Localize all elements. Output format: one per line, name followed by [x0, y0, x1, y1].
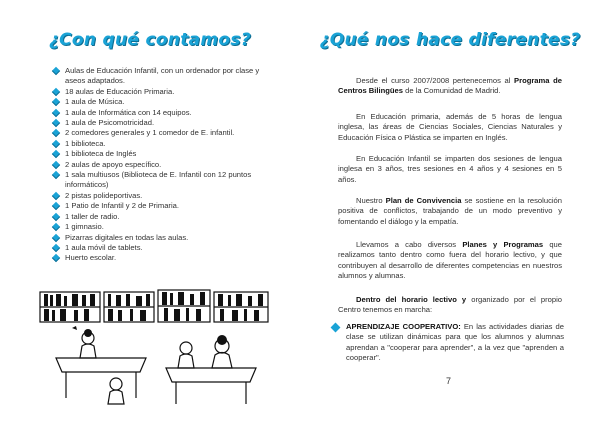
facility-item — [53, 118, 265, 128]
differences-title: ¿Qué nos hace diferentes? — [319, 30, 581, 50]
text-run: Nuestro — [356, 196, 386, 205]
page-number: 7 — [446, 376, 452, 386]
facility-item — [53, 87, 265, 97]
facility-item — [53, 97, 265, 107]
text-run: de la Comunidad de Madrid. — [402, 86, 501, 96]
diamond-bullet-icon — [52, 67, 60, 75]
facility-text: 1 gimnasio. — [65, 222, 104, 232]
diamond-bullet-icon — [52, 171, 60, 179]
facility-item — [53, 253, 265, 263]
diamond-bullet-icon — [52, 129, 60, 137]
diamond-bullet-icon — [52, 98, 60, 106]
facility-text: Aulas de Educación Infantil, con un ordenador por clase y aseos adaptados. — [65, 66, 260, 86]
diamond-bullet-icon — [52, 108, 60, 116]
diamond-bullet-icon — [52, 150, 60, 158]
facility-item — [53, 233, 265, 243]
facility-item — [53, 149, 265, 159]
diamond-bullet-icon — [52, 202, 60, 210]
infant-paragraph: En Educación Infantil se imparten dos sesiones de lengua inglesa en 3 años, tres sesiones en 4 años y 4 sesiones en 5 años. — [338, 154, 562, 184]
text-run: organizado por el propio Centro tenemos en marcha: — [338, 295, 562, 315]
diamond-bullet-icon — [52, 233, 60, 241]
facility-text: 1 aula de Informática con 14 equipos. — [65, 107, 192, 117]
facility-item — [53, 128, 265, 138]
bilingual-paragraph — [338, 76, 562, 97]
diamond-bullet-icon — [52, 223, 60, 231]
facility-text: 1 aula móvil de tablets. — [65, 242, 143, 252]
facility-item — [53, 191, 265, 201]
programs-paragraph — [338, 240, 562, 282]
facility-text: 2 comedores generales y 1 comedor de E. infantil. — [65, 128, 235, 138]
library-drawing — [36, 288, 272, 406]
facility-item — [53, 201, 265, 211]
facility-text: 1 sala multiusos (Biblioteca de E. Infantil con 12 puntos informáticos) — [65, 170, 252, 190]
facility-item — [53, 66, 265, 87]
text-run: se sostiene en la resolución positiva de conflictos, trabajando de un modo preventivo y fomentando el diálogo y la empatía. — [338, 196, 563, 226]
facility-text: 1 aula de Psicomotricidad. — [65, 118, 155, 128]
facility-text: 1 Patio de Infantil y 2 de Primaria. — [65, 201, 179, 211]
facility-text: 1 taller de radio. — [65, 211, 120, 221]
coexistence-paragraph — [338, 196, 562, 227]
facility-text: 2 pistas polideportivas. — [65, 190, 143, 200]
bilingual-program-link-text: Programa de Centros Bilingües — [338, 76, 562, 96]
facility-item — [53, 108, 265, 118]
diamond-bullet-icon — [52, 119, 60, 127]
diamond-bullet-icon — [52, 88, 60, 96]
diamond-bullet-icon — [52, 244, 60, 252]
school-hours-text: Dentro del horario lectivo y — [356, 295, 467, 304]
facility-item — [53, 160, 265, 170]
facility-text: 1 aula de Música. — [65, 97, 125, 107]
facility-item — [53, 212, 265, 222]
facility-item — [53, 139, 265, 149]
facility-text: 18 aulas de Educación Primaria. — [65, 86, 175, 96]
plans-programs-text: Planes y Programas — [462, 240, 544, 249]
facilities-list — [53, 66, 265, 264]
diamond-bullet-icon — [52, 192, 60, 200]
facility-text: 1 biblioteca de Inglés — [65, 149, 137, 159]
school-hours-paragraph — [338, 295, 562, 316]
text-run: Desde el curso 2007/2008 pertenecemos al — [356, 76, 515, 85]
coexistence-plan-text: Plan de Convivencia — [385, 196, 462, 205]
cooperative-learning-heading: APRENDIZAJE COOPERATIVO: — [346, 322, 461, 331]
facility-text: 1 biblioteca. — [65, 138, 106, 148]
text-run: que realizamos tanto dentro como fuera del horario lectivo, y que contribuyen al desarrollo de diferentes competencias en nuestros alumnos y alumnas. — [338, 240, 563, 281]
text-run: En las actividades diarias de clase se utilizan dinámicas para que los alumnos y alumnas aprendan a "cooperar para aprender", a la vez que "aprenden a cooperar". — [346, 322, 565, 363]
diamond-bullet-icon — [52, 254, 60, 262]
facility-item — [53, 222, 265, 232]
facility-text: 2 aulas de apoyo específico. — [65, 159, 162, 169]
cooperative-learning-item — [332, 322, 564, 364]
facility-item — [53, 170, 265, 191]
diamond-bullet-icon — [52, 160, 60, 168]
facility-text: Pizarras digitales en todas las aulas. — [65, 232, 189, 242]
diamond-bullet-icon — [331, 323, 341, 333]
text-run: Llevamos a cabo diversos — [356, 240, 463, 249]
facility-text: Huerto escolar. — [65, 253, 117, 263]
facilities-title: ¿Con qué contamos? — [49, 30, 251, 50]
diamond-bullet-icon — [52, 140, 60, 148]
facility-item — [53, 243, 265, 253]
diamond-bullet-icon — [52, 212, 60, 220]
primary-paragraph: En Educación primaria, además de 5 horas de lengua inglesa, las áreas de Ciencias Sociales, Ciencias Naturales y Educación Física o Plástica se imparten en Inglés. — [338, 112, 562, 142]
